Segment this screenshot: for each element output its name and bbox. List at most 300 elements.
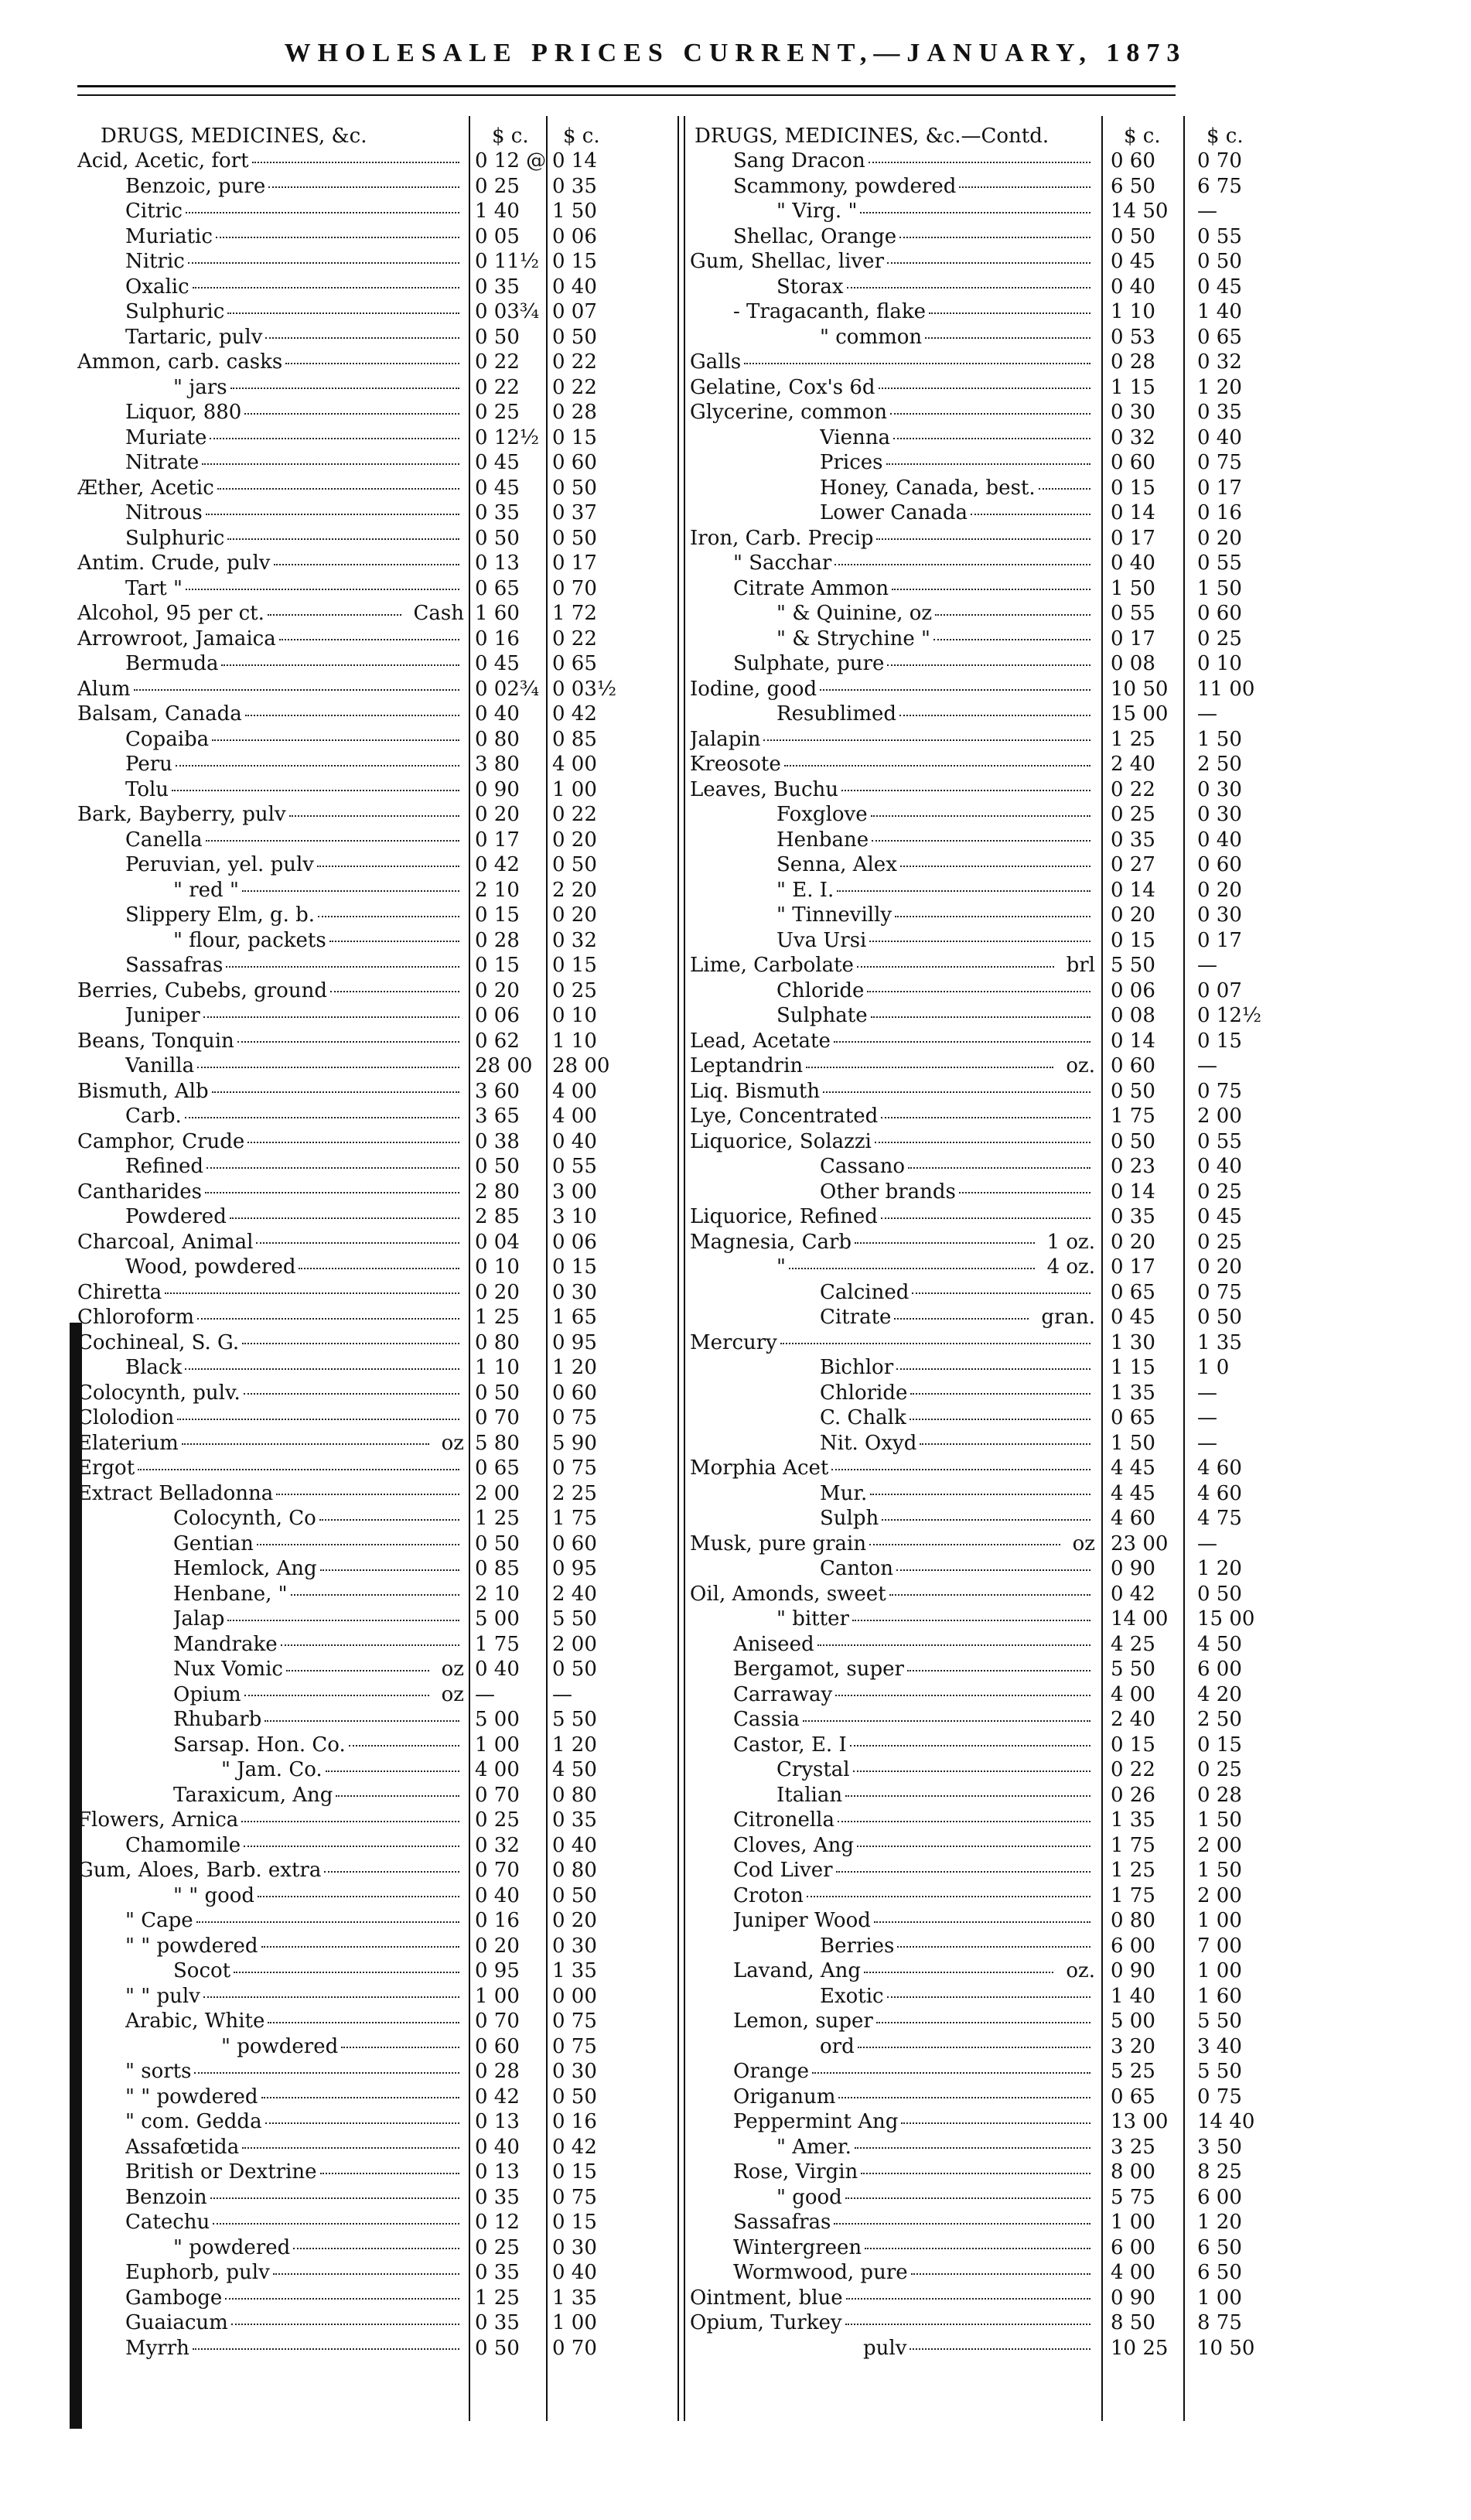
item-name bbox=[77, 1808, 464, 1833]
item-name bbox=[77, 1456, 464, 1481]
dot-leader bbox=[256, 1241, 459, 1244]
left-price-row bbox=[77, 174, 619, 200]
left-price-row bbox=[77, 375, 619, 401]
right-price-row bbox=[687, 677, 1275, 702]
item-label: " E. I. bbox=[776, 878, 834, 902]
dot-leader bbox=[221, 664, 459, 666]
right-price-row bbox=[687, 1934, 1275, 1959]
item-label: Resublimed bbox=[776, 702, 897, 726]
item-label: Citric bbox=[125, 200, 183, 223]
left-price-row bbox=[77, 2260, 619, 2286]
left-price-row bbox=[77, 727, 619, 753]
price-high: 0 06 bbox=[552, 224, 597, 248]
right-price-row bbox=[687, 1204, 1275, 1230]
price-low: 0 85 bbox=[475, 1557, 520, 1580]
item-label: - Tragacanth, flake bbox=[733, 300, 926, 323]
item-name bbox=[77, 677, 464, 702]
price-low: 0 28 bbox=[475, 2060, 520, 2083]
price-high: 0 60 bbox=[1197, 602, 1242, 625]
dot-leader bbox=[210, 2197, 459, 2199]
price-low: 0 12 bbox=[475, 2211, 520, 2234]
right-price-row bbox=[687, 2235, 1275, 2261]
dot-leader bbox=[212, 1091, 459, 1093]
price-low: 1 30 bbox=[1111, 1330, 1155, 1354]
dot-leader bbox=[193, 2348, 459, 2350]
left-currency-head-2: $ c. bbox=[563, 125, 600, 148]
dot-leader bbox=[744, 362, 1090, 364]
item-label: " powdered bbox=[221, 2034, 339, 2058]
price-low: 0 25 bbox=[475, 174, 520, 198]
left-price-row bbox=[77, 2085, 619, 2110]
item-label: Iron, Carb. Precip bbox=[690, 526, 874, 550]
right-price-row bbox=[687, 1733, 1275, 1758]
item-name bbox=[820, 325, 1095, 350]
left-price-row bbox=[77, 1858, 619, 1883]
item-name bbox=[776, 1607, 1095, 1632]
item-name bbox=[77, 350, 464, 375]
item-name bbox=[173, 1657, 464, 1682]
item-name bbox=[820, 1154, 1095, 1180]
item-label: Vanilla bbox=[125, 1054, 195, 1077]
item-label: Calcined bbox=[820, 1280, 910, 1304]
price-low: 0 03¾ bbox=[475, 300, 540, 323]
price-low: 0 50 bbox=[1111, 1129, 1155, 1153]
price-low: 5 80 bbox=[475, 1431, 520, 1455]
price-high: 0 22 bbox=[552, 350, 597, 374]
price-high: 0 20 bbox=[552, 903, 597, 927]
left-price-row bbox=[77, 928, 619, 954]
left-price-row bbox=[77, 2235, 619, 2261]
price-low: 0 15 bbox=[475, 903, 520, 927]
item-name bbox=[77, 1858, 464, 1883]
dot-leader bbox=[286, 1669, 429, 1671]
price-low: 15 00 bbox=[1111, 702, 1169, 726]
price-low: 0 80 bbox=[475, 727, 520, 751]
price-high: 0 95 bbox=[552, 1330, 597, 1354]
dot-leader bbox=[244, 412, 459, 415]
left-price-row bbox=[77, 1355, 619, 1381]
price-low: 0 55 bbox=[1111, 602, 1155, 625]
item-label: " Virg. " bbox=[776, 200, 858, 223]
item-label: Carraway bbox=[733, 1682, 833, 1706]
item-label: Sassafras bbox=[733, 2211, 831, 2234]
price-high: 0 60 bbox=[552, 1531, 597, 1555]
item-name bbox=[733, 1958, 1095, 1984]
page-title: WHOLESALE PRICES CURRENT,—JANUARY, 1873 bbox=[284, 39, 1187, 67]
price-high: 5 50 bbox=[1197, 2060, 1242, 2083]
left-price-row bbox=[77, 476, 619, 501]
center-divider-2 bbox=[684, 116, 685, 2421]
item-name bbox=[733, 1632, 1095, 1658]
price-low: 0 35 bbox=[475, 275, 520, 299]
right-price-row bbox=[687, 777, 1275, 803]
item-label: Iodine, good bbox=[690, 677, 817, 701]
price-low: 0 06 bbox=[1111, 978, 1155, 1002]
left-price-row bbox=[77, 1481, 619, 1507]
price-low: 0 20 bbox=[475, 803, 520, 826]
dot-leader bbox=[268, 2021, 459, 2023]
dot-leader bbox=[858, 2046, 1090, 2048]
right-price-row bbox=[687, 1230, 1275, 1255]
item-label: Bichlor bbox=[820, 1356, 894, 1379]
item-label: Lemon, super bbox=[733, 2010, 873, 2033]
item-label: Taraxicum, Ang bbox=[173, 1783, 333, 1807]
item-label: Socot bbox=[173, 1959, 231, 1982]
item-label: Wood, powdered bbox=[125, 1255, 296, 1279]
right-price-row bbox=[687, 828, 1275, 853]
price-high: 1 0 bbox=[1197, 1356, 1230, 1379]
left-price-row bbox=[77, 1733, 619, 1758]
price-high: — bbox=[552, 1682, 572, 1706]
price-low: 0 80 bbox=[1111, 1909, 1155, 1932]
left-price-row bbox=[77, 1204, 619, 1230]
item-label: Sulphuric bbox=[125, 526, 225, 550]
item-unit: 4 oz. bbox=[1044, 1255, 1095, 1280]
item-name bbox=[125, 174, 464, 200]
price-low: 0 95 bbox=[475, 1959, 520, 1982]
dot-leader bbox=[276, 1493, 459, 1495]
price-low: 3 80 bbox=[475, 753, 520, 776]
item-label: C. Chalk bbox=[820, 1406, 906, 1429]
left-price-row bbox=[77, 2210, 619, 2235]
item-name bbox=[77, 149, 464, 174]
price-low: 0 40 bbox=[1111, 551, 1155, 575]
price-high: 2 00 bbox=[1197, 1883, 1242, 1907]
item-name bbox=[690, 249, 1095, 275]
price-low: 0 50 bbox=[475, 2336, 520, 2360]
item-name bbox=[776, 702, 1095, 727]
price-high: 0 17 bbox=[1197, 928, 1242, 952]
item-name bbox=[173, 1682, 464, 1708]
item-name bbox=[125, 299, 464, 325]
item-label: Charcoal, Animal bbox=[77, 1230, 254, 1254]
price-low: 0 45 bbox=[475, 476, 520, 500]
right-price-row bbox=[687, 928, 1275, 954]
dot-leader bbox=[784, 764, 1090, 767]
price-high: 0 28 bbox=[552, 401, 597, 424]
price-high: 1 40 bbox=[1197, 300, 1242, 323]
price-low: 1 40 bbox=[1111, 1984, 1155, 2008]
dot-leader bbox=[867, 990, 1090, 992]
price-low: 0 06 bbox=[475, 1004, 520, 1027]
item-name bbox=[733, 2210, 1095, 2235]
dot-leader bbox=[845, 2197, 1090, 2199]
item-label: Magnesia, Carb bbox=[690, 1230, 852, 1254]
price-high: 0 10 bbox=[552, 1004, 597, 1027]
dot-leader bbox=[831, 1468, 1090, 1470]
price-high: 0 25 bbox=[1197, 1758, 1242, 1781]
item-label: Black bbox=[125, 1356, 183, 1379]
price-low: 4 00 bbox=[475, 1758, 520, 1781]
item-label: Sulphuric bbox=[125, 300, 225, 323]
item-name bbox=[733, 1657, 1095, 1682]
right-column-header bbox=[687, 124, 1275, 149]
item-label: Refined bbox=[125, 1155, 204, 1178]
price-low: 1 35 bbox=[1111, 1381, 1155, 1405]
price-low: 3 20 bbox=[1111, 2034, 1155, 2058]
price-high: 4 50 bbox=[1197, 1632, 1242, 1656]
price-high: 1 20 bbox=[552, 1356, 597, 1379]
item-label: Honey, Canada, best. bbox=[820, 476, 1036, 500]
item-name bbox=[776, 828, 1095, 853]
item-unit: 1 oz. bbox=[1044, 1230, 1095, 1255]
item-label: Ergot bbox=[77, 1456, 135, 1480]
item-label: Liquorice, Solazzi bbox=[690, 1129, 872, 1153]
dot-leader bbox=[216, 236, 459, 238]
item-name bbox=[125, 1204, 464, 1230]
dot-leader bbox=[896, 1368, 1090, 1370]
price-low: 0 53 bbox=[1111, 325, 1155, 349]
right-price-row bbox=[687, 2109, 1275, 2135]
price-low: 0 62 bbox=[475, 1029, 520, 1053]
dot-leader bbox=[935, 613, 1090, 616]
dot-leader bbox=[864, 1971, 1053, 1973]
item-name bbox=[776, 878, 1095, 903]
price-high: 0 30 bbox=[552, 2235, 597, 2259]
price-high: 1 75 bbox=[552, 1507, 597, 1530]
item-label: Lower Canada bbox=[820, 501, 968, 524]
item-label: Sulph bbox=[820, 1507, 879, 1530]
left-price-row bbox=[77, 1808, 619, 1833]
item-label: Cod Liver bbox=[733, 1859, 833, 1882]
item-label: " flour, packets bbox=[173, 928, 326, 952]
price-high: 4 50 bbox=[552, 1758, 597, 1781]
price-high: 0 22 bbox=[552, 375, 597, 399]
price-low: 0 16 bbox=[475, 1909, 520, 1932]
item-label: Cassia bbox=[733, 1708, 800, 1731]
price-high: 0 22 bbox=[552, 627, 597, 650]
price-high: 0 95 bbox=[552, 1557, 597, 1580]
left-price-row bbox=[77, 1029, 619, 1054]
left-price-row bbox=[77, 1053, 619, 1079]
dot-leader bbox=[910, 1418, 1090, 1420]
item-name bbox=[125, 1984, 464, 2010]
left-price-row bbox=[77, 702, 619, 727]
item-label: Nux Vomic bbox=[173, 1658, 283, 1681]
item-label: Sulphate, pure bbox=[733, 652, 885, 675]
left-price-row bbox=[77, 2109, 619, 2135]
item-name bbox=[690, 1029, 1095, 1054]
dot-leader bbox=[887, 664, 1090, 666]
item-label: Euphorb, pulv bbox=[125, 2261, 270, 2284]
right-price-row bbox=[687, 576, 1275, 602]
right-price-row bbox=[687, 627, 1275, 652]
price-high: 10 50 bbox=[1197, 2336, 1255, 2360]
price-high: 6 00 bbox=[1197, 1658, 1242, 1681]
price-high: 0 15 bbox=[552, 954, 597, 977]
price-high: 1 65 bbox=[552, 1306, 597, 1329]
left-price-row bbox=[77, 350, 619, 375]
item-name bbox=[776, 1003, 1095, 1029]
left-price-row bbox=[77, 852, 619, 878]
item-label: Oil, Amonds, sweet bbox=[690, 1582, 886, 1606]
item-name bbox=[125, 450, 464, 476]
price-high: — bbox=[1197, 1531, 1217, 1555]
price-low: 0 70 bbox=[475, 2010, 520, 2033]
price-low: 0 25 bbox=[475, 401, 520, 424]
price-high: 4 75 bbox=[1197, 1507, 1242, 1530]
dot-leader bbox=[265, 1719, 459, 1722]
dot-leader bbox=[886, 463, 1090, 465]
dot-leader bbox=[197, 1317, 459, 1320]
item-name bbox=[820, 1355, 1095, 1381]
item-label: Guaiacum bbox=[125, 2311, 228, 2334]
item-name bbox=[125, 2085, 464, 2110]
item-name bbox=[77, 1079, 464, 1105]
left-price-row bbox=[77, 978, 619, 1004]
left-price-row bbox=[77, 903, 619, 928]
item-name bbox=[776, 978, 1095, 1004]
item-label: " Sacchar bbox=[733, 551, 832, 575]
item-name bbox=[77, 1381, 464, 1406]
dot-leader bbox=[871, 814, 1090, 817]
item-label: British or Dextrine bbox=[125, 2160, 317, 2184]
dot-leader bbox=[1039, 487, 1090, 490]
price-low: 0 13 bbox=[475, 551, 520, 575]
item-label: Musk, pure grain bbox=[690, 1531, 867, 1555]
price-low: 0 22 bbox=[475, 375, 520, 399]
price-low: 0 70 bbox=[475, 1406, 520, 1429]
price-high: 0 50 bbox=[1197, 1582, 1242, 1606]
item-name bbox=[733, 2059, 1095, 2085]
price-high: 0 03½ bbox=[552, 677, 617, 701]
dot-leader bbox=[188, 261, 459, 264]
right-price-row bbox=[687, 903, 1275, 928]
price-low: 1 00 bbox=[475, 1984, 520, 2008]
dot-leader bbox=[912, 1292, 1090, 1294]
right-price-row bbox=[687, 2085, 1275, 2110]
price-low: 0 14 bbox=[1111, 501, 1155, 524]
item-name bbox=[690, 2310, 1095, 2336]
price-low: 0 90 bbox=[1111, 1557, 1155, 1580]
item-label: Benzoic, pure bbox=[125, 174, 266, 198]
dot-leader bbox=[812, 2071, 1090, 2074]
price-high: 8 75 bbox=[1197, 2311, 1242, 2334]
item-label: " powdered bbox=[173, 2235, 291, 2259]
price-high: 0 17 bbox=[552, 551, 597, 575]
item-name bbox=[125, 2160, 464, 2185]
item-name bbox=[820, 500, 1095, 526]
dot-leader bbox=[855, 1241, 1035, 1244]
price-low: 0 15 bbox=[1111, 1733, 1155, 1757]
price-high: 0 60 bbox=[552, 1381, 597, 1405]
dot-leader bbox=[806, 1066, 1053, 1068]
dot-leader bbox=[182, 1443, 429, 1445]
right-price-row bbox=[687, 249, 1275, 275]
item-label: Flowers, Arnica bbox=[77, 1808, 239, 1832]
item-name bbox=[776, 903, 1095, 928]
left-price-row bbox=[77, 2034, 619, 2060]
dot-leader bbox=[860, 211, 1090, 213]
dot-leader bbox=[285, 362, 459, 364]
price-low: 0 90 bbox=[475, 777, 520, 801]
item-name bbox=[690, 1079, 1095, 1105]
dot-leader bbox=[780, 1342, 1090, 1344]
left-price-row bbox=[77, 752, 619, 777]
item-name bbox=[77, 1330, 464, 1356]
price-low: 0 02¾ bbox=[475, 677, 540, 701]
dot-leader bbox=[245, 714, 459, 716]
price-high: 1 72 bbox=[552, 602, 597, 625]
item-label: Crystal bbox=[776, 1758, 850, 1781]
price-high: 0 50 bbox=[552, 526, 597, 550]
dot-leader bbox=[172, 789, 459, 791]
item-name bbox=[77, 978, 464, 1004]
item-name bbox=[221, 2034, 464, 2060]
dot-leader bbox=[890, 412, 1090, 415]
price-high: 0 07 bbox=[552, 300, 597, 323]
item-name bbox=[77, 702, 464, 727]
dot-leader bbox=[317, 865, 459, 867]
right-price-row bbox=[687, 425, 1275, 451]
item-label: Sassafras bbox=[125, 954, 224, 977]
dot-leader bbox=[176, 764, 459, 767]
price-high: 15 00 bbox=[1197, 1607, 1255, 1630]
left-price-row bbox=[77, 1833, 619, 1859]
right-price-row bbox=[687, 2135, 1275, 2160]
price-low: 0 17 bbox=[475, 828, 520, 852]
left-price-row bbox=[77, 199, 619, 224]
right-price-row bbox=[687, 978, 1275, 1004]
left-price-row bbox=[77, 1330, 619, 1356]
item-name bbox=[173, 878, 464, 903]
dot-leader bbox=[185, 1368, 459, 1370]
item-label: Sarsap. Hon. Co. bbox=[173, 1733, 346, 1757]
price-high: 0 20 bbox=[552, 828, 597, 852]
right-price-row bbox=[687, 2185, 1275, 2211]
right-price-row bbox=[687, 1104, 1275, 1129]
right-section-title: DRUGS, MEDICINES, &c.—Contd. bbox=[695, 125, 1049, 148]
item-label: Lavand, Ang bbox=[733, 1959, 862, 1982]
left-price-row bbox=[77, 1104, 619, 1129]
price-high: 0 50 bbox=[552, 1883, 597, 1907]
price-low: 4 60 bbox=[1111, 1507, 1155, 1530]
dot-leader bbox=[177, 1418, 459, 1420]
dot-leader bbox=[341, 2046, 459, 2048]
right-price-row bbox=[687, 1958, 1275, 1984]
price-high: 0 75 bbox=[552, 2185, 597, 2209]
right-price-row bbox=[687, 2034, 1275, 2060]
left-price-row bbox=[77, 1003, 619, 1029]
dot-leader bbox=[349, 1744, 459, 1747]
item-name bbox=[776, 2135, 1095, 2160]
item-label: Jalapin bbox=[690, 727, 761, 751]
right-price-row bbox=[687, 551, 1275, 576]
item-name bbox=[125, 275, 464, 300]
price-low: 0 32 bbox=[475, 1833, 520, 1857]
right-price-row bbox=[687, 1053, 1275, 1079]
price-high: 3 00 bbox=[552, 1180, 597, 1204]
price-low: 5 00 bbox=[1111, 2010, 1155, 2033]
right-price-row bbox=[687, 1305, 1275, 1330]
dot-leader bbox=[247, 1141, 459, 1143]
item-name bbox=[173, 1582, 464, 1607]
item-name bbox=[125, 2286, 464, 2311]
right-price-row bbox=[687, 1632, 1275, 1658]
price-low: 2 80 bbox=[475, 1180, 520, 1204]
left-price-row bbox=[77, 1531, 619, 1557]
price-low: 0 30 bbox=[1111, 401, 1155, 424]
dot-leader bbox=[293, 2247, 459, 2249]
price-high: 0 20 bbox=[552, 1909, 597, 1932]
price-high: 0 65 bbox=[1197, 325, 1242, 349]
item-name bbox=[820, 476, 1095, 501]
price-low: 0 90 bbox=[1111, 2286, 1155, 2310]
item-name bbox=[820, 1481, 1095, 1507]
item-label: Colocynth, pulv. bbox=[77, 1381, 241, 1405]
item-label: Bergamot, super bbox=[733, 1658, 904, 1681]
price-low: 0 12½ bbox=[475, 425, 540, 449]
